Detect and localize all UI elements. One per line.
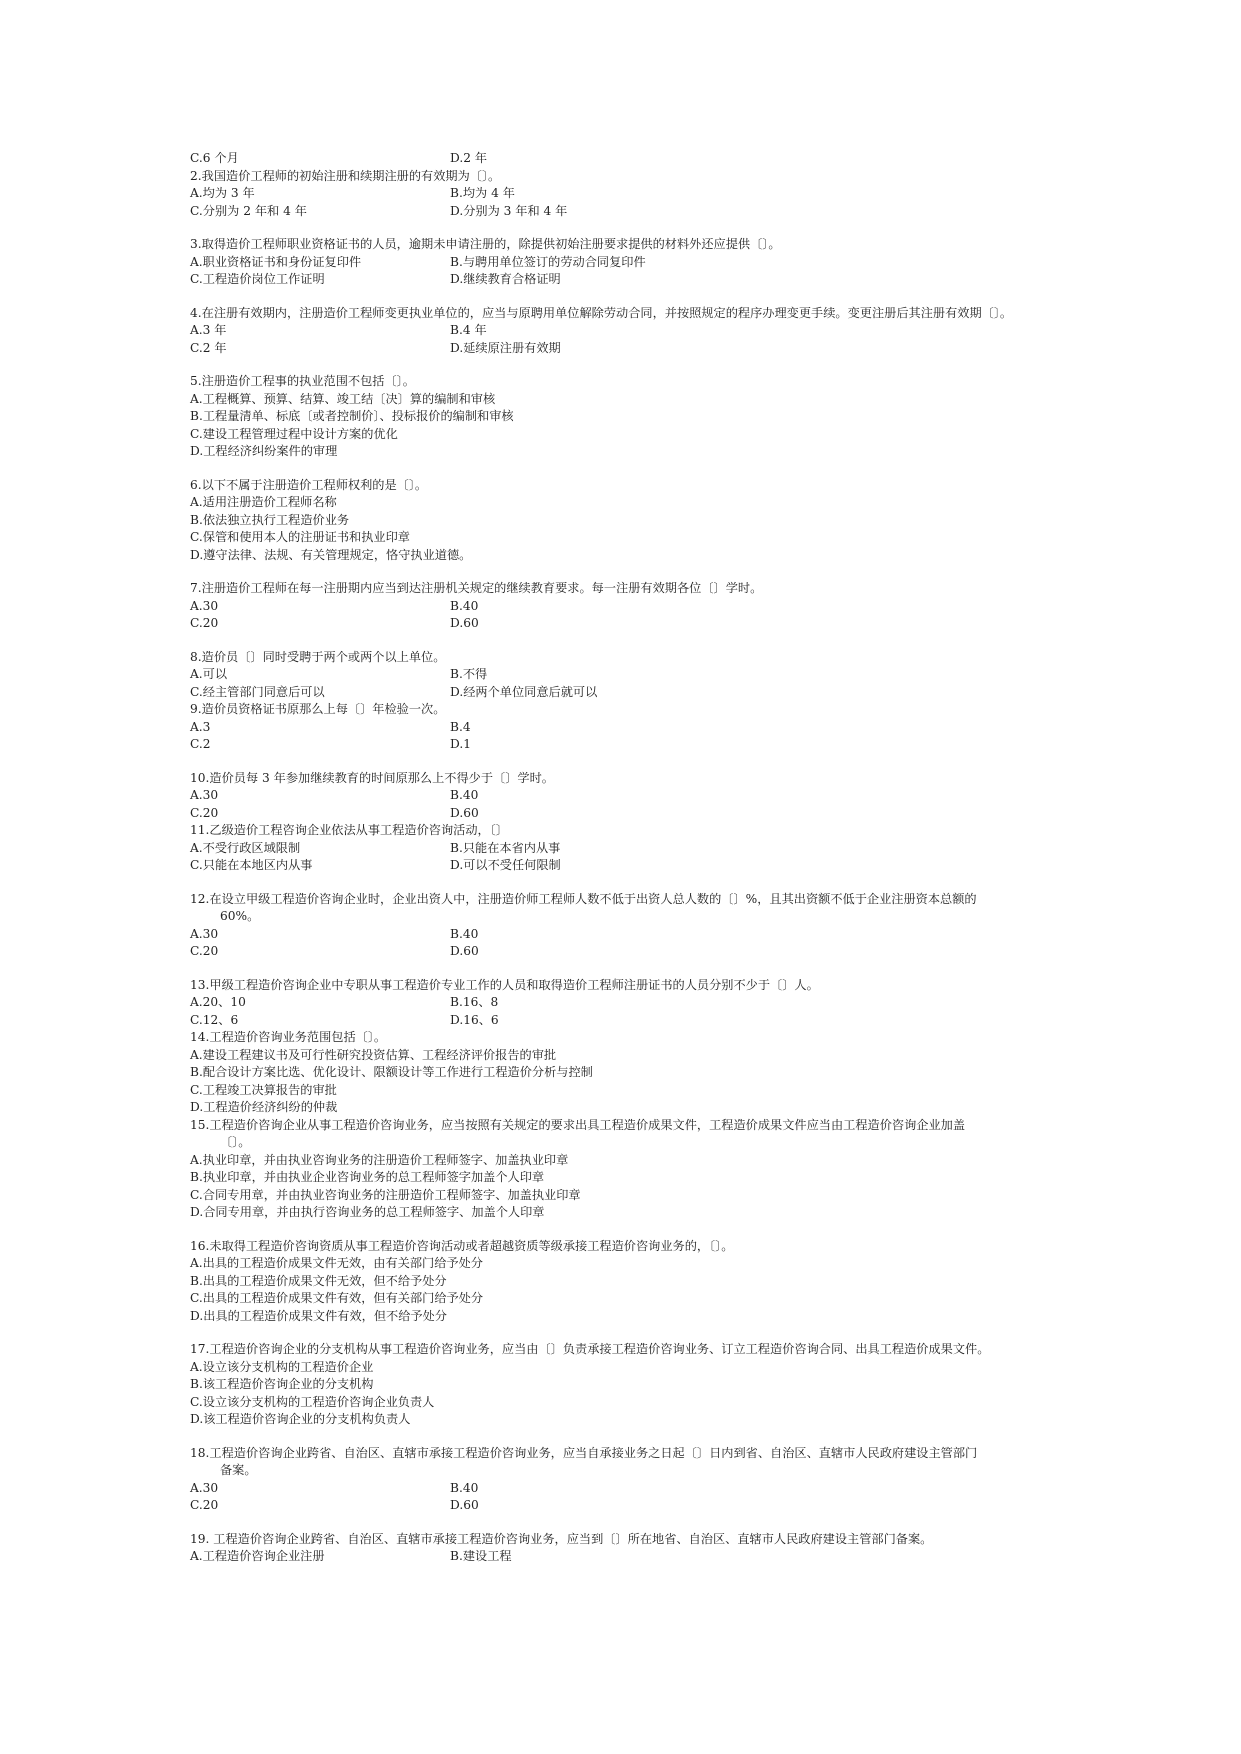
option-right: B.建设工程 bbox=[450, 1549, 512, 1563]
option-right: B.与聘用单位签订的劳动合同复印件 bbox=[450, 254, 646, 269]
option-left: A.职业资格证书和身份证复印件 bbox=[190, 254, 362, 269]
option-row bbox=[190, 857, 1060, 875]
question-stem: 12.在设立甲级工程造价咨询企业时，企业出资人中，注册造价师工程师人数不低于出资人总人数的〔〕%，且其出资额不低于企业注册资本总额的 bbox=[190, 891, 977, 906]
option-right: D.60 bbox=[450, 805, 479, 820]
question-stem: 15.工程造价咨询企业从事工程造价咨询业务，应当按照有关规定的要求出具工程造价成果文件，工程造价成果文件应当由工程造价咨询企业加盖 bbox=[190, 1117, 966, 1132]
option-row bbox=[190, 666, 1060, 684]
option-line: B.执业印章，并由执业企业咨询业务的总工程师签字加盖个人印章 bbox=[190, 1170, 545, 1184]
question-stem: 17.工程造价咨询企业的分支机构从事工程造价咨询业务，应当由〔〕负责承接工程造价咨询业务、订立工程造价咨询合同、出具工程造价成果文件。 bbox=[190, 1342, 990, 1356]
option-c: C.6 个月 bbox=[190, 151, 239, 165]
option-left: A.可以 bbox=[190, 667, 228, 681]
option-left: C.20 bbox=[190, 944, 219, 958]
option-line: C.出具的工程造价成果文件有效，但有关部门给予处分 bbox=[190, 1291, 484, 1305]
option-left: C.经主管部门同意后可以 bbox=[190, 684, 325, 699]
option-d: D.2 年 bbox=[450, 151, 488, 165]
option-row bbox=[190, 840, 1060, 858]
option-left: A.3 年 bbox=[190, 323, 227, 337]
option-row bbox=[190, 1548, 1060, 1566]
question-stem: 16.未取得工程造价咨询资质从事工程造价咨询活动或者超越资质等级承接工程造价咨询业务的，〔〕。 bbox=[190, 1238, 734, 1253]
option-left: C.12、6 bbox=[190, 1012, 239, 1027]
question-block bbox=[190, 168, 1060, 221]
question-block bbox=[190, 649, 1060, 702]
option-right: D.延续原注册有效期 bbox=[450, 340, 561, 355]
document-page bbox=[190, 150, 1060, 1566]
option-right: B.均为 4 年 bbox=[450, 186, 515, 200]
question-stem: 9.造价员资格证书原那么上每〔〕年检验一次。 bbox=[190, 702, 446, 716]
question-block bbox=[190, 1029, 1060, 1117]
option-right: D.60 bbox=[450, 1498, 479, 1512]
option-line: D.该工程造价咨询企业的分支机构负责人 bbox=[190, 1412, 411, 1426]
option-line: C.设立该分支机构的工程造价咨询企业负责人 bbox=[190, 1394, 435, 1409]
question-stem-continuation: 〔〕。 bbox=[220, 1135, 251, 1149]
question-stem: 6.以下不属于注册造价工程师权利的是〔〕。 bbox=[190, 477, 428, 492]
option-right: B.40 bbox=[450, 598, 479, 613]
option-line: D.工程经济纠纷案件的审理 bbox=[190, 444, 338, 458]
option-line: A.建设工程建议书及可行性研究投资估算、工程经济评价报告的审批 bbox=[190, 1047, 557, 1062]
option-line: C.保管和使用本人的注册证书和执业印章 bbox=[190, 530, 410, 544]
question-block bbox=[190, 1445, 1060, 1515]
question-block bbox=[190, 477, 1060, 565]
option-right: D.60 bbox=[450, 944, 479, 958]
option-right: B.40 bbox=[450, 926, 479, 941]
option-row bbox=[190, 994, 1060, 1012]
option-left: C.20 bbox=[190, 1498, 219, 1512]
option-right: B.16、8 bbox=[450, 995, 499, 1009]
option-right: D.经两个单位同意后就可以 bbox=[450, 684, 598, 699]
question-block bbox=[190, 1341, 1060, 1429]
option-row bbox=[190, 322, 1060, 340]
question-block bbox=[190, 822, 1060, 875]
option-right: D.60 bbox=[450, 616, 479, 630]
option-line: C.合同专用章，并由执业咨询业务的注册造价工程师签字、加盖执业印章 bbox=[190, 1187, 581, 1202]
question-block bbox=[190, 1531, 1060, 1566]
question-block bbox=[190, 770, 1060, 823]
option-line: A.设立该分支机构的工程造价企业 bbox=[190, 1359, 374, 1374]
question-stem: 4.在注册有效期内，注册造价工程师变更执业单位的，应当与原聘用单位解除劳动合同，并按照规定的程序办理变更手续。变更注册后其注册有效期〔〕。 bbox=[190, 305, 1013, 320]
question-block bbox=[190, 373, 1060, 461]
option-left: A.30 bbox=[190, 598, 219, 613]
option-line: A.执业印章，并由执业咨询业务的注册造价工程师签字、加盖执业印章 bbox=[190, 1152, 569, 1167]
question-list bbox=[190, 168, 1060, 1566]
option-right: B.40 bbox=[450, 1480, 479, 1495]
option-left: A.20、10 bbox=[190, 995, 246, 1009]
option-row bbox=[190, 203, 1060, 221]
option-row bbox=[190, 736, 1060, 754]
option-row bbox=[190, 719, 1060, 737]
option-line: D.遵守法律、法规、有关管理规定，恪守执业道德。 bbox=[190, 547, 472, 562]
option-right: B.4 bbox=[450, 719, 471, 734]
question-stem: 3.取得造价工程师职业资格证书的人员，逾期未申请注册的，除提供初始注册要求提供的材料外还应提供〔〕。 bbox=[190, 237, 781, 251]
option-row bbox=[190, 1497, 1060, 1515]
option-line: A.适用注册造价工程师名称 bbox=[190, 495, 337, 509]
option-left: A.3 bbox=[190, 719, 211, 734]
option-right: D.可以不受任何限制 bbox=[450, 858, 561, 872]
option-left: C.工程造价岗位工作证明 bbox=[190, 272, 325, 286]
option-line: D.出具的工程造价成果文件有效，但不给予处分 bbox=[190, 1308, 447, 1323]
option-line: D.工程造价经济纠纷的仲裁 bbox=[190, 1100, 338, 1114]
option-left: A.30 bbox=[190, 926, 219, 941]
option-line: C.工程竣工决算报告的审批 bbox=[190, 1082, 337, 1097]
question-block bbox=[190, 1238, 1060, 1326]
option-row bbox=[190, 943, 1060, 961]
question-stem: 11.乙级造价工程咨询企业依法从事工程造价咨询活动，〔〕 bbox=[190, 823, 508, 837]
option-right: B.只能在本省内从事 bbox=[450, 840, 561, 855]
option-row bbox=[190, 1480, 1060, 1498]
option-right: D.继续教育合格证明 bbox=[450, 272, 561, 286]
question-stem: 7.注册造价工程师在每一注册期内应当到达注册机关规定的继续教育要求。每一注册有效期各位〔〕学时。 bbox=[190, 581, 763, 595]
option-left: C.只能在本地区内从事 bbox=[190, 858, 313, 872]
option-right: B.4 年 bbox=[450, 323, 487, 337]
option-row bbox=[190, 254, 1060, 272]
option-left: A.均为 3 年 bbox=[190, 186, 255, 200]
option-left: C.2 年 bbox=[190, 340, 227, 355]
option-right: D.1 bbox=[450, 737, 471, 751]
question-block bbox=[190, 1117, 1060, 1222]
option-right: D.16、6 bbox=[450, 1012, 499, 1027]
question-block bbox=[190, 305, 1060, 358]
option-left: A.30 bbox=[190, 1480, 219, 1495]
option-row bbox=[190, 185, 1060, 203]
question-stem: 10.造价员每 3 年参加继续教育的时间原那么上不得少于〔〕学时。 bbox=[190, 770, 554, 785]
option-line: A.工程概算、预算、结算、竣工结〔决〕算的编制和审核 bbox=[190, 391, 496, 406]
option-left: C.20 bbox=[190, 616, 219, 630]
question-stem: 13.甲级工程造价咨询企业中专职从事工程造价专业工作的人员和取得造价工程师注册证书的人员分别不少于〔〕人。 bbox=[190, 977, 819, 992]
option-line: B.工程量清单、标底〔或者控制价〕、投标报价的编制和审核 bbox=[190, 409, 514, 423]
option-line: C.建设工程管理过程中设计方案的优化 bbox=[190, 426, 398, 441]
question-stem: 2.我国造价工程师的初始注册和续期注册的有效期为〔〕。 bbox=[190, 168, 501, 183]
option-row bbox=[190, 926, 1060, 944]
option-row bbox=[190, 271, 1060, 289]
option-row bbox=[190, 1012, 1060, 1030]
question-block bbox=[190, 891, 1060, 961]
option-right: B.不得 bbox=[450, 667, 488, 681]
option-left: C.20 bbox=[190, 805, 219, 820]
question-stem: 8.造价员〔〕同时受聘于两个或两个以上单位。 bbox=[190, 649, 446, 664]
option-line: B.配合设计方案比选、优化设计、限额设计等工作进行工程造价分析与控制 bbox=[190, 1065, 593, 1079]
option-line: B.该工程造价咨询企业的分支机构 bbox=[190, 1377, 374, 1391]
option-row bbox=[190, 787, 1060, 805]
question-stem: 5.注册造价工程事的执业范围不包括〔〕。 bbox=[190, 374, 415, 388]
lead-options bbox=[190, 150, 1060, 168]
option-row bbox=[190, 615, 1060, 633]
option-left: A.工程造价咨询企业注册 bbox=[190, 1549, 325, 1563]
option-right: D.分别为 3 年和 4 年 bbox=[450, 203, 568, 218]
question-block bbox=[190, 977, 1060, 1030]
question-stem-continuation: 备案。 bbox=[220, 1463, 257, 1477]
question-block bbox=[190, 580, 1060, 633]
option-row bbox=[190, 598, 1060, 616]
option-line: A.出具的工程造价成果文件无效，由有关部门给予处分 bbox=[190, 1256, 483, 1270]
option-right: B.40 bbox=[450, 788, 479, 802]
option-left: A.不受行政区域限制 bbox=[190, 840, 301, 855]
option-left: A.30 bbox=[190, 788, 219, 802]
option-row bbox=[190, 340, 1060, 358]
option-row bbox=[190, 684, 1060, 702]
question-stem: 14.工程造价咨询业务范围包括〔〕。 bbox=[190, 1030, 387, 1044]
option-left: C.2 bbox=[190, 737, 211, 751]
option-line: B.出具的工程造价成果文件无效，但不给予处分 bbox=[190, 1273, 447, 1288]
option-line: B.依法独立执行工程造价业务 bbox=[190, 512, 350, 527]
option-left: C.分别为 2 年和 4 年 bbox=[190, 203, 307, 218]
question-stem: 18.工程造价咨询企业跨省、自治区、直辖市承接工程造价咨询业务，应当自承接业务之日起〔〕日内到省、自治区、直辖市人民政府建设主管部门 bbox=[190, 1445, 978, 1460]
question-block bbox=[190, 236, 1060, 289]
question-stem-continuation: 60%。 bbox=[220, 909, 260, 923]
question-stem: 19. 工程造价咨询企业跨省、自治区、直辖市承接工程造价咨询业务，应当到〔〕所在地省、自治区、直辖市人民政府建设主管部门备案。 bbox=[190, 1531, 933, 1546]
question-block bbox=[190, 701, 1060, 754]
option-line: D.合同专用章，并由执行咨询业务的总工程师签字、加盖个人印章 bbox=[190, 1205, 545, 1219]
option-row bbox=[190, 805, 1060, 823]
